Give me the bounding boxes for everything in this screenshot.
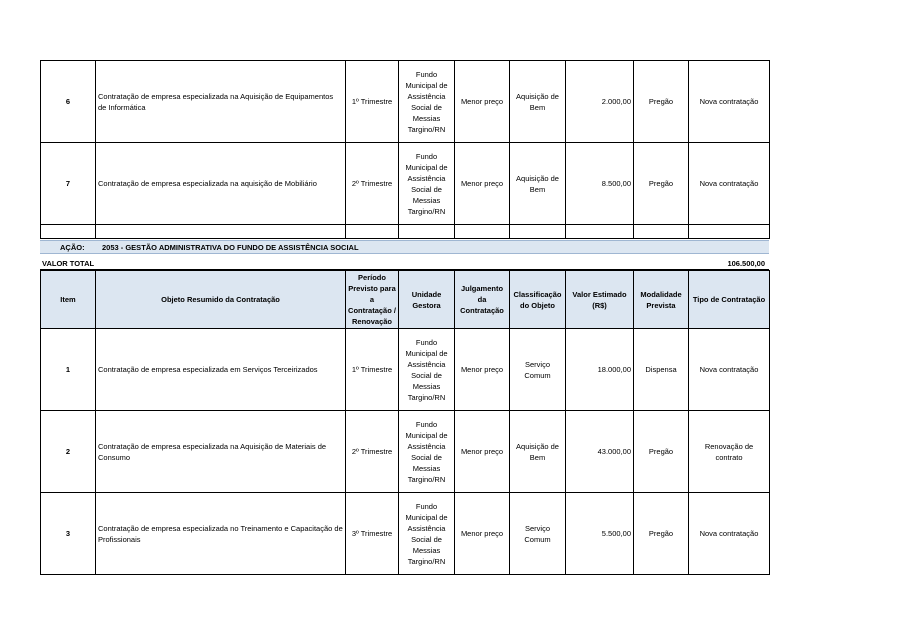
empty-cell <box>510 225 566 239</box>
empty-cell <box>689 225 770 239</box>
table-row <box>41 143 770 225</box>
table-header-row <box>41 271 770 329</box>
empty-cell <box>455 225 510 239</box>
cell-modalidade: Dispensa <box>634 329 689 411</box>
cell-unidade: Fundo Municipal de Assistência Social de Messias Targino/RN <box>399 143 455 225</box>
cell-julgamento: Menor preço <box>455 143 510 225</box>
previous-items-table <box>40 60 770 239</box>
table-row <box>41 411 770 493</box>
cell-valor: 2.000,00 <box>566 61 634 143</box>
header-unidade: Unidade Gestora <box>399 271 455 329</box>
header-valor: Valor Estimado (R$) <box>566 271 634 329</box>
cell-classificacao: Serviço Comum <box>510 329 566 411</box>
cell-julgamento: Menor preço <box>455 61 510 143</box>
cell-valor: 18.000,00 <box>566 329 634 411</box>
cell-item: 6 <box>41 61 96 143</box>
empty-cell <box>399 225 455 239</box>
acao-text: 2053 - GESTÃO ADMINISTRATIVA DO FUNDO DE ASSISTÊNCIA SOCIAL <box>102 243 359 252</box>
empty-cell <box>566 225 634 239</box>
cell-objeto: Contratação de empresa especializada na aquisição de Mobiliário <box>96 143 346 225</box>
cell-julgamento: Menor preço <box>455 411 510 493</box>
cell-classificacao: Serviço Comum <box>510 493 566 575</box>
cell-modalidade: Pregão <box>634 493 689 575</box>
cell-item: 7 <box>41 143 96 225</box>
header-objeto: Objeto Resumido da Contratação <box>96 271 346 329</box>
cell-modalidade: Pregão <box>634 411 689 493</box>
cell-valor: 43.000,00 <box>566 411 634 493</box>
cell-modalidade: Pregão <box>634 61 689 143</box>
empty-cell <box>96 225 346 239</box>
cell-julgamento: Menor preço <box>455 329 510 411</box>
cell-valor: 8.500,00 <box>566 143 634 225</box>
header-julgamento: Julgamento da Contratação <box>455 271 510 329</box>
cell-classificacao: Aquisição de Bem <box>510 143 566 225</box>
table-row <box>41 329 770 411</box>
cell-periodo: 2º Trimestre <box>346 143 399 225</box>
cell-valor: 5.500,00 <box>566 493 634 575</box>
cell-periodo: 3º Trimestre <box>346 493 399 575</box>
cell-unidade: Fundo Municipal de Assistência Social de Messias Targino/RN <box>399 493 455 575</box>
empty-cell <box>634 225 689 239</box>
empty-cell <box>41 225 96 239</box>
header-tipo: Tipo de Contratação <box>689 271 770 329</box>
cell-unidade: Fundo Municipal de Assistência Social de Messias Targino/RN <box>399 329 455 411</box>
cell-classificacao: Aquisição de Bem <box>510 61 566 143</box>
acao-bar <box>40 240 769 254</box>
empty-cell <box>346 225 399 239</box>
valor-total-label: VALOR TOTAL <box>42 259 95 268</box>
cell-objeto: Contratação de empresa especializada no Treinamento e Capacitação de Profissionais <box>96 493 346 575</box>
cell-objeto: Contratação de empresa especializada na Aquisição de Equipamentos de Informática <box>96 61 346 143</box>
valor-total-row <box>40 257 769 270</box>
cell-unidade: Fundo Municipal de Assistência Social de Messias Targino/RN <box>399 411 455 493</box>
valor-total-value: 106.500,00 <box>727 259 765 268</box>
header-item: Item <box>41 271 96 329</box>
header-periodo: Período Previsto para a Contratação / Renovação <box>346 271 399 329</box>
cell-modalidade: Pregão <box>634 143 689 225</box>
contracts-body <box>41 329 770 575</box>
contracts-table <box>40 270 770 575</box>
cell-tipo: Nova contratação <box>689 143 770 225</box>
cell-julgamento: Menor preço <box>455 493 510 575</box>
cell-classificacao: Aquisição de Bem <box>510 411 566 493</box>
empty-row <box>41 225 770 239</box>
cell-item: 3 <box>41 493 96 575</box>
cell-objeto: Contratação de empresa especializada na Aquisição de Materiais de Consumo <box>96 411 346 493</box>
cell-unidade: Fundo Municipal de Assistência Social de Messias Targino/RN <box>399 61 455 143</box>
cell-item: 2 <box>41 411 96 493</box>
acao-label: AÇÃO: <box>60 243 85 252</box>
cell-objeto: Contratação de empresa especializada em Serviços Terceirizados <box>96 329 346 411</box>
cell-item: 1 <box>41 329 96 411</box>
cell-periodo: 2º Trimestre <box>346 411 399 493</box>
cell-tipo: Nova contratação <box>689 61 770 143</box>
cell-tipo: Renovação de contrato <box>689 411 770 493</box>
table-row <box>41 493 770 575</box>
cell-periodo: 1º Trimestre <box>346 329 399 411</box>
header-classificacao: Classificação do Objeto <box>510 271 566 329</box>
cell-tipo: Nova contratação <box>689 493 770 575</box>
cell-tipo: Nova contratação <box>689 329 770 411</box>
header-modalidade: Modalidade Prevista <box>634 271 689 329</box>
table-row <box>41 61 770 143</box>
cell-periodo: 1º Trimestre <box>346 61 399 143</box>
previous-items-body <box>41 61 770 239</box>
